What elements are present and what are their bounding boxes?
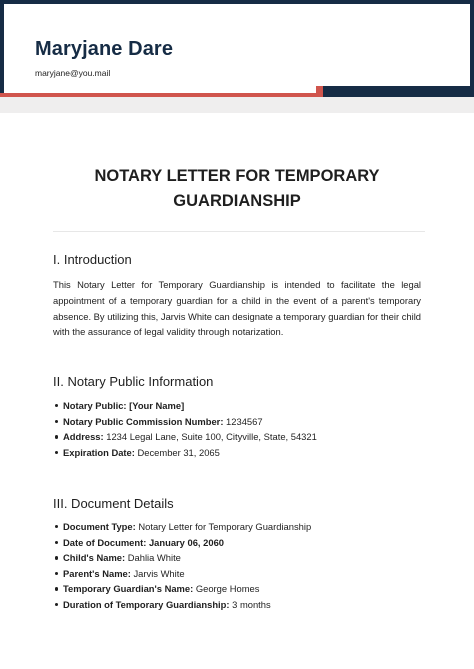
list-item: [53, 597, 311, 613]
item-label: Notary Public Commission Number:: [63, 415, 224, 427]
section-heading-introduction: I. Introduction: [53, 252, 132, 267]
item-label: Temporary Guardian's Name:: [63, 583, 194, 595]
header-top-border: [0, 0, 474, 4]
item-value: George Homes: [193, 583, 260, 595]
notary-info-list: [53, 398, 317, 460]
item-label: Expiration Date:: [63, 446, 135, 458]
list-item: [53, 445, 317, 461]
item-value: 1234567: [223, 415, 263, 427]
list-item: [53, 414, 317, 430]
item-label: Address:: [63, 431, 104, 443]
introduction-paragraph: This Notary Letter for Temporary Guardianship is intended to facilitate the legal appointment of a temporary guardian for a child in the event of a parent's temporary absence. By utilizing this, Jarvis White can designate a temporary guardian for their child with the assurance of legal validity through notarization.: [53, 279, 421, 338]
item-value: 3 months: [229, 598, 271, 610]
author-name: Maryjane Dare: [35, 38, 174, 60]
section-heading-document-details: III. Document Details: [53, 496, 174, 511]
header-gray-band: [0, 97, 474, 113]
item-value: Dahlia White: [125, 552, 181, 564]
item-label: Document Type:: [63, 521, 136, 532]
list-item: [53, 566, 311, 582]
list-item: [53, 581, 311, 597]
item-label: Child's Name:: [63, 552, 126, 564]
section-heading-notary-info: II. Notary Public Information: [53, 374, 214, 389]
list-item: [53, 550, 311, 566]
author-email: maryjane@you.mail: [35, 68, 111, 78]
item-label: Duration of Temporary Guardianship:: [63, 598, 230, 610]
item-value: Jarvis White: [130, 567, 185, 579]
list-item: [53, 398, 317, 414]
title-divider: [53, 231, 425, 232]
item-value: December 31, 2065: [134, 446, 220, 458]
item-value: 1234 Legal Lane, Suite 100, Cityville, State, 54321: [103, 431, 317, 443]
header-right-border: [470, 0, 474, 94]
list-item: [53, 519, 311, 535]
item-label: Date of Document: January 06, 2060: [63, 536, 224, 548]
item-label: Parent's Name:: [63, 567, 131, 579]
header-left-border: [0, 0, 4, 94]
document-details-list: [53, 519, 311, 613]
item-value: Notary Letter for Temporary Guardianship: [135, 521, 312, 532]
document-title: NOTARY LETTER FOR TEMPORARY GUARDIANSHIP: [94, 167, 380, 210]
item-label: Notary Public: [Your Name]: [63, 400, 185, 411]
list-item: [53, 535, 311, 551]
list-item: [53, 429, 317, 445]
